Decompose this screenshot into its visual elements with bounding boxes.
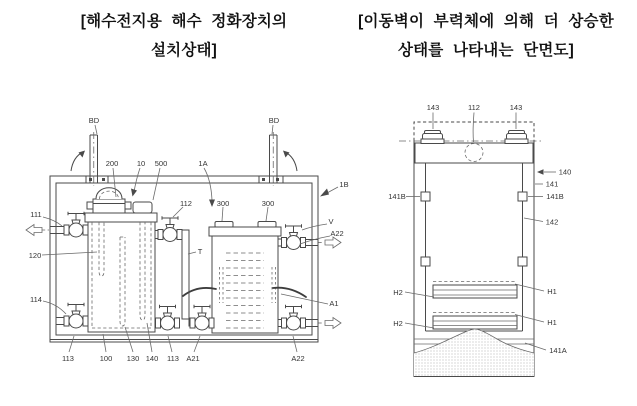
leader-arrow-1A: [209, 200, 215, 208]
label-130: 130: [126, 354, 140, 363]
leader-arrow-140: [537, 169, 544, 174]
tank-100: [85, 188, 157, 332]
label-H1-bottom: H1: [547, 318, 557, 327]
outflow-arrow-bottom-right: [319, 318, 342, 329]
rotation-arrow-right: [283, 151, 297, 172]
rotation-arrow-left: [71, 151, 85, 172]
sediment-141A: [414, 329, 534, 376]
label-10: 10: [136, 159, 146, 168]
flow-arc-left: [183, 288, 216, 296]
label-141B-left: 141B: [388, 192, 406, 201]
outflow-arrow-top-right: [319, 237, 342, 248]
label-113-mid: 113: [167, 354, 179, 363]
valve-113-mid: [156, 305, 180, 330]
label-BD-right: BD: [268, 116, 280, 125]
port-112-circle: [465, 144, 483, 162]
right-title-line2: 상태를 나타내는 단면도]: [397, 41, 575, 59]
moving-wall-141: [415, 143, 533, 331]
cap-143-right: [505, 131, 528, 144]
valve-V: [282, 224, 306, 249]
label-140: 140: [145, 354, 159, 363]
valve-111: [64, 212, 88, 237]
guide-block-141B-top-right: [518, 192, 527, 201]
label-141: 141: [545, 179, 559, 189]
label-A21: A21: [186, 354, 200, 363]
cap-143-left: [421, 131, 444, 144]
label-1A: 1A: [198, 159, 208, 168]
buoyancy-bar-upper: [433, 282, 517, 299]
valve-114: [64, 303, 88, 328]
label-112: 112: [180, 199, 192, 208]
bd-pipe-right: [259, 132, 283, 186]
label-143-left: 143: [426, 103, 440, 112]
label-H2-top: H2: [393, 288, 403, 297]
buoyancy-bar-lower: [433, 313, 517, 330]
label-111: 111: [30, 210, 42, 219]
leader-arrow-1B: [320, 189, 329, 197]
label-143-right: 143: [509, 103, 523, 112]
left-figure-title: [28, 8, 340, 65]
label-100: 100: [99, 354, 113, 363]
label-140: 140: [558, 167, 572, 177]
label-V: V: [328, 217, 334, 226]
label-300-right: 300: [261, 199, 275, 208]
label-BD-left: BD: [88, 116, 100, 125]
left-title-line1: [해수전지용 해수 정화장치의: [80, 13, 288, 30]
label-A22-bottom: A22: [291, 354, 305, 363]
bd-pipe-left: [86, 132, 108, 186]
right-title-line1: [이동벽이 부력체에 의해 더 상승한: [358, 13, 614, 30]
valve-A22-bottom: [282, 305, 306, 330]
label-T: T: [197, 247, 203, 256]
label-200: 200: [105, 159, 119, 168]
label-A1: A1: [329, 299, 339, 308]
right-figure-title: [338, 8, 634, 65]
guide-block-bottom-right: [518, 257, 527, 266]
label-H1-top: H1: [547, 287, 557, 296]
transfer-pipe-T: [155, 230, 193, 326]
label-500: 500: [154, 159, 168, 168]
label-H2-bottom: H2: [393, 319, 403, 328]
guide-block-141B-top-left: [421, 192, 430, 201]
label-113-left: 113: [62, 354, 74, 363]
seawater-purifier-installation-figure: [0, 95, 360, 395]
label-1B: 1B: [339, 180, 349, 189]
label-A22-top: A22: [330, 229, 344, 238]
leader-arrow-10: [131, 189, 137, 197]
label-114: 114: [30, 295, 42, 304]
valve-A21: [190, 305, 214, 330]
label-141B-right: 141B: [546, 192, 564, 201]
left-title-line2: 설치상태]: [150, 41, 218, 59]
guide-block-bottom-left: [421, 257, 430, 266]
label-300-left: 300: [216, 199, 230, 208]
valve-112: [158, 216, 182, 241]
label-120: 120: [28, 251, 42, 260]
label-112: 112: [468, 103, 480, 112]
label-142: 142: [545, 217, 559, 227]
moving-wall-section-figure: [385, 95, 590, 395]
outflow-arrow-left: [26, 225, 49, 236]
label-141A: 141A: [549, 346, 567, 355]
